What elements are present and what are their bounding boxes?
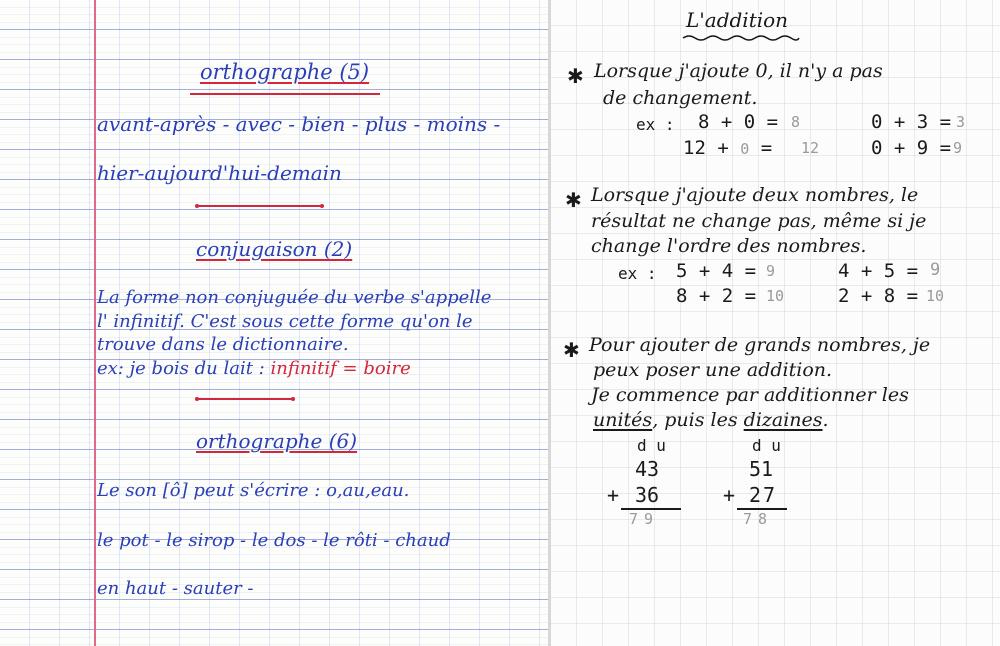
section-separator xyxy=(197,205,322,207)
example-infinitive: infinitif = boire xyxy=(270,358,411,379)
lesson-text-line-1: La forme non conjuguée du verbe s'appelle xyxy=(97,287,492,308)
separator-dot xyxy=(291,397,295,401)
section-title-orthographe-5: orthographe (5) xyxy=(200,60,370,84)
equation-0-plus-9: 0 + 9 = xyxy=(871,137,952,159)
bullet-star-icon: ✱ xyxy=(565,188,582,212)
addition-2-top-operand: 51 xyxy=(749,457,774,481)
spelling-words-line-2: hier-aujourd'hui-demain xyxy=(97,161,342,185)
addition-1-top-operand: 43 xyxy=(635,457,660,481)
separator-dot xyxy=(320,204,324,208)
bullet-star-icon: ✱ xyxy=(563,338,580,362)
equation-5-plus-4: 5 + 4 = xyxy=(676,260,757,282)
missing-addend-0: 0 xyxy=(740,140,750,158)
line-4-connector: , puis les xyxy=(652,409,738,431)
rule-2-line-2: résultat ne change pas, même si je xyxy=(591,210,927,232)
answer-10: 10 xyxy=(926,287,945,305)
addition-1-result: 79 xyxy=(629,510,660,528)
addition-2-bottom-operand: 27 xyxy=(749,483,778,507)
answer-3: 3 xyxy=(956,113,966,131)
right-notebook-page xyxy=(551,0,1000,646)
answer-8: 8 xyxy=(791,113,801,131)
equation-0-plus-3: 0 + 3 = xyxy=(871,111,952,133)
rule-1-line-1: Lorsque j'ajoute 0, il n'y a pas xyxy=(594,60,883,82)
answer-10: 10 xyxy=(766,287,785,305)
example-line xyxy=(97,360,411,378)
keyword-units: unités xyxy=(593,409,653,431)
sound-words-line-2: en haut - sauter - xyxy=(97,578,254,599)
answer-9: 9 xyxy=(953,139,963,157)
rule-2-line-1: Lorsque j'ajoute deux nombres, le xyxy=(591,184,919,206)
sound-words-line-1: le pot - le sirop - le dos - le rôti - chaud xyxy=(97,530,451,551)
section-title-orthographe-6: orthographe (6) xyxy=(196,429,358,453)
lesson-text-line-3: trouve dans le dictionnaire. xyxy=(97,334,349,355)
margin-line xyxy=(94,0,96,646)
rule-3-line-2: peux poser une addition. xyxy=(593,359,833,381)
equation-8-plus-0: 8 + 0 = xyxy=(698,111,779,133)
example-sentence: ex: je bois du lait : xyxy=(97,358,265,379)
section-separator xyxy=(197,398,293,400)
equation-2-plus-8: 2 + 8 = xyxy=(838,285,919,307)
rule-1-line-2: de changement. xyxy=(603,87,758,109)
equals-sign: = xyxy=(760,137,773,159)
separator-dot xyxy=(195,397,199,401)
title-underline xyxy=(190,93,380,95)
addition-2-result: 78 xyxy=(743,510,774,528)
line-4-end: . xyxy=(822,409,829,431)
keyword-tens: dizaines xyxy=(743,409,823,431)
plus-sign: + xyxy=(607,483,620,507)
equation-12-prefix: 12 + xyxy=(683,137,729,159)
rule-3-line-3: Je commence par additionner les xyxy=(591,384,909,406)
answer-9: 9 xyxy=(766,262,776,280)
section-title-conjugaison-2: conjugaison (2) xyxy=(196,237,353,261)
answer-12: 12 xyxy=(801,139,820,157)
column-header-tens-units: d u xyxy=(637,436,666,455)
title-wavy-underline xyxy=(681,34,801,42)
plus-sign: + xyxy=(723,483,736,507)
example-label: ex : xyxy=(636,115,675,134)
addition-1-bottom-operand: 36 xyxy=(635,483,660,507)
rule-2-line-3: change l'ordre des nombres. xyxy=(591,235,867,257)
equation-12-plus xyxy=(683,139,772,158)
equation-4-plus-5: 4 + 5 = xyxy=(838,260,919,282)
rule-3-line-1: Pour ajouter de grands nombres, je xyxy=(589,334,931,356)
example-label: ex : xyxy=(618,264,657,283)
spelling-words-line-1: avant-après - avec - bien - plus - moins - xyxy=(97,112,501,136)
sound-rule-line: Le son [ô] peut s'écrire : o,au,eau. xyxy=(97,480,410,501)
page-title: L'addition xyxy=(686,8,789,32)
lesson-text-line-2: l' infinitif. C'est sous cette forme qu'on le xyxy=(97,311,473,332)
column-header-tens-units: d u xyxy=(752,436,781,455)
bullet-star-icon: ✱ xyxy=(567,64,584,88)
rule-3-line-4 xyxy=(593,411,829,430)
answer-9: 9 xyxy=(930,260,941,280)
separator-dot xyxy=(195,204,199,208)
equation-8-plus-2: 8 + 2 = xyxy=(676,285,757,307)
